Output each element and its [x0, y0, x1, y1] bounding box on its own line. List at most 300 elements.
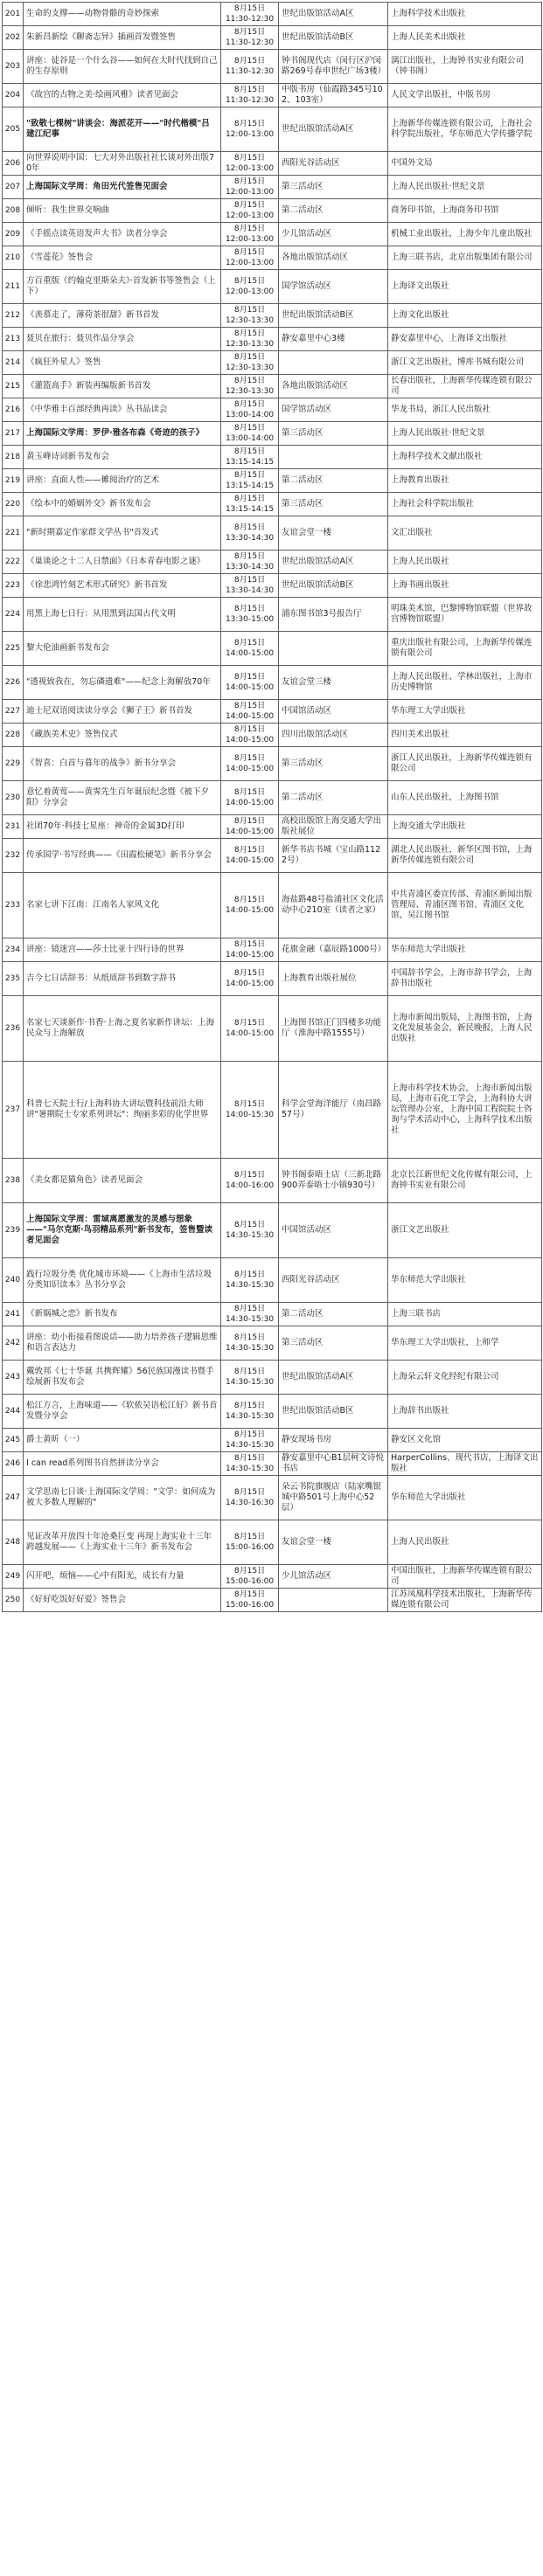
event-organizer: 浙江人民出版社，上海新华传媒连锁有限公司 — [388, 747, 542, 781]
event-title: 《新娲城之恋》新书发布 — [24, 1303, 221, 1326]
event-venue: 第三活动区 — [279, 422, 388, 446]
event-datetime — [221, 493, 279, 516]
event-number: 223 — [3, 574, 24, 598]
event-time: 14:00-15:30 — [225, 1111, 275, 1119]
event-organizer: 中国外文局 — [388, 152, 542, 176]
event-title: 生命的支撑——动物骨骼的奇妙探索 — [24, 3, 221, 26]
event-title: 名家七天谈新作·书香·上海之夏名家新作讲坛：上海民众与上海解放 — [24, 996, 221, 1062]
event-time: 14:00-16:00 — [225, 1181, 275, 1190]
event-title: 文学思南七日谈·上海国际文学周："文学：如何成为被大多数人理解的" — [24, 1476, 221, 1520]
event-datetime — [221, 107, 279, 152]
event-time: 12:00-13:00 — [225, 211, 275, 220]
event-title: 黄玉峰诗词新书发布会 — [24, 446, 221, 469]
event-time: 14:30-15:30 — [225, 1441, 275, 1450]
event-datetime — [221, 50, 279, 84]
event-number: 220 — [3, 493, 24, 516]
table-row — [3, 747, 542, 781]
event-time: 13:30-14:30 — [225, 586, 275, 595]
event-number: 208 — [3, 199, 24, 223]
event-organizer: 文汇出版社 — [388, 516, 542, 551]
event-organizer: 浙江文艺出版社，博库书城有限公司 — [388, 351, 542, 375]
event-date: 8月15日 — [233, 120, 266, 128]
event-datetime — [221, 1258, 279, 1303]
event-date: 8月15日 — [233, 940, 266, 949]
event-date: 8月15日 — [233, 576, 266, 585]
event-venue — [279, 351, 388, 375]
event-organizer: 上海辞书出版社 — [388, 1395, 542, 1429]
event-number: 248 — [3, 1520, 24, 1565]
table-row — [3, 1258, 542, 1303]
table-row — [3, 375, 542, 398]
event-datetime — [221, 724, 279, 747]
event-time: 13:15-14:15 — [225, 481, 275, 490]
table-row — [3, 938, 542, 962]
event-number: 240 — [3, 1258, 24, 1303]
event-venue: 钟书阁泰晤士店（三新北路900弄泰晤士小镇930号） — [279, 1159, 388, 1203]
event-number: 238 — [3, 1159, 24, 1203]
table-row — [3, 223, 542, 246]
event-venue: 国学馆活动区 — [279, 270, 388, 304]
event-number: 243 — [3, 1361, 24, 1395]
event-datetime — [221, 632, 279, 666]
event-organizer: 山东人民出版社，上海图书馆 — [388, 781, 542, 815]
event-organizer: 商务印书馆，上海商务印书馆 — [388, 199, 542, 223]
event-venue: 第三活动区 — [279, 1326, 388, 1361]
event-number: 233 — [3, 873, 24, 938]
event-datetime — [221, 469, 279, 493]
event-time: 11:30-12:30 — [225, 15, 275, 24]
event-organizer: 华东理工大学出版社 — [388, 700, 542, 724]
event-time: 12:30-13:30 — [225, 316, 275, 325]
event-datetime — [221, 666, 279, 700]
table-row — [3, 304, 542, 328]
event-title: 名家七讲下江南：江南名人家风文化 — [24, 873, 221, 938]
event-venue: 第二活动区 — [279, 199, 388, 223]
event-date: 8月15日 — [233, 673, 266, 682]
event-organizer: 长春出版社，上海新华传媒连锁有限公司 — [388, 375, 542, 398]
event-venue: 世纪出版馆活动B区 — [279, 304, 388, 328]
event-organizer: 浙江文艺出版社 — [388, 1203, 542, 1258]
table-row — [3, 107, 542, 152]
table-row — [3, 1395, 542, 1429]
event-time: 14:30-15:30 — [225, 1231, 275, 1240]
event-venue: 世纪出版馆活动B区 — [279, 574, 388, 598]
event-title: 讲座：幼小衔接看图说话——助力培养孩子逻辑思维和语言表达力 — [24, 1326, 221, 1361]
event-venue: 各地出版馆活动区 — [279, 375, 388, 398]
event-datetime — [221, 962, 279, 996]
event-date: 8月15日 — [233, 1100, 266, 1109]
event-time: 14:30-16:30 — [225, 1499, 275, 1507]
event-venue: 各地出版馆活动区 — [279, 246, 388, 270]
event-organizer: 机械工业出版社，上海少年儿童出版社 — [388, 223, 542, 246]
event-time: 14:00-15:00 — [225, 799, 275, 807]
event-number: 227 — [3, 700, 24, 724]
event-title: 《中华雅丰百部经典再读》丛书品读会 — [24, 398, 221, 422]
event-datetime — [221, 551, 279, 574]
event-title: 意忆着黄莺——黄霁先生百年诞辰纪念暨《被下夕阳》分享会 — [24, 781, 221, 815]
event-number: 219 — [3, 469, 24, 493]
table-row — [3, 398, 542, 422]
event-number: 225 — [3, 632, 24, 666]
event-title: 《巢谈论之十二人日禁面》《日本青春电影之谜》 — [24, 551, 221, 574]
event-time: 15:00-16:00 — [225, 1601, 275, 1610]
event-date: 8月15日 — [233, 1567, 266, 1575]
table-row — [3, 962, 542, 996]
event-date: 8月15日 — [233, 969, 266, 978]
event-datetime — [221, 1159, 279, 1203]
event-date: 8月15日 — [233, 4, 266, 13]
event-organizer: 上海科学技术出版社 — [388, 3, 542, 26]
table-row — [3, 1361, 542, 1395]
event-time: 13:00-14:00 — [225, 434, 275, 443]
event-number: 249 — [3, 1565, 24, 1589]
table-row — [3, 516, 542, 551]
event-date: 8月15日 — [233, 225, 266, 233]
event-time: 14:00-15:00 — [225, 683, 275, 692]
event-datetime — [221, 815, 279, 839]
event-number: 244 — [3, 1395, 24, 1429]
event-organizer: 中共青浦区委宣传部、青浦区新闻出版管理局、青浦区图书馆、青浦区文化馆、吴江图书馆 — [388, 873, 542, 938]
table-row — [3, 199, 542, 223]
event-datetime — [221, 1565, 279, 1589]
event-venue: 海盐路48号盐浦社区文化活动中心210室（读者之家） — [279, 873, 388, 938]
event-number: 202 — [3, 26, 24, 50]
table-row — [3, 246, 542, 270]
event-number: 229 — [3, 747, 24, 781]
event-venue: 友谊会堂一楼 — [279, 516, 388, 551]
event-organizer: 华东师范大学出版社 — [388, 938, 542, 962]
event-title: 传承国学·书写经典——《田霞松硬笔》新书分享会 — [24, 839, 221, 873]
event-title: 《智喜：白首与暮年的战争》新书分享会 — [24, 747, 221, 781]
event-title: 《绘本中的婚姻外交》新书发布会 — [24, 493, 221, 516]
event-time: 14:30-15:30 — [225, 1344, 275, 1353]
event-time: 14:00-15:00 — [225, 856, 275, 865]
event-organizer: 静安嘉里中心，上海译文出版社 — [388, 328, 542, 351]
event-title: 讲座：徒谷是一个什么谷——如何在大时代找到自己的生存原则 — [24, 50, 221, 84]
event-date: 8月15日 — [233, 57, 266, 66]
event-number: 232 — [3, 839, 24, 873]
event-organizer: 湖北人民出版社，新华区图书馆，上海新华传媒连锁有限公司 — [388, 839, 542, 873]
event-venue: 中国馆活动区 — [279, 700, 388, 724]
event-venue: 上海教育出版社展位 — [279, 962, 388, 996]
event-venue: 四川出版馆活动区 — [279, 724, 388, 747]
event-time: 14:00-15:00 — [225, 951, 275, 959]
event-number: 239 — [3, 1203, 24, 1258]
event-time: 14:00-15:00 — [225, 1029, 275, 1038]
table-row — [3, 1303, 542, 1326]
event-datetime — [221, 1203, 279, 1258]
event-datetime — [221, 700, 279, 724]
event-title: 见证改革开放四十年沧桑巨变 再现上海实业十三年跨越发展——《上海实业十三年》新书发布会 — [24, 1520, 221, 1565]
event-venue: 高校出版馆上海交通大学出版社展位 — [279, 815, 388, 839]
table-row — [3, 1520, 542, 1565]
event-venue: 花旗金融（嘉辰路1000号） — [279, 938, 388, 962]
event-datetime — [221, 152, 279, 176]
event-organizer: 北京长江新世纪文化传媒有限公司，上海钟书实业有限公司 — [388, 1159, 542, 1203]
event-schedule-table — [2, 2, 542, 1612]
event-title: "致敬七棵树"讲谈会：海派花开——"时代楷模"吕建江纪事 — [24, 107, 221, 152]
event-date: 8月15日 — [233, 817, 266, 826]
event-venue: 第三活动区 — [279, 747, 388, 781]
table-row — [3, 1062, 542, 1159]
event-number: 231 — [3, 815, 24, 839]
event-date: 8月15日 — [233, 1454, 266, 1463]
event-venue: 国学馆活动区 — [279, 398, 388, 422]
event-date: 8月15日 — [233, 495, 266, 503]
event-date: 8月15日 — [233, 28, 266, 37]
event-title: 向世界说明中国：七大对外出版社社长谈对外出版70年 — [24, 152, 221, 176]
event-title: 《疯狂外星人》签售 — [24, 351, 221, 375]
event-organizer: 明珠美术馆，巴黎博物馆联盟（世界故宫博物馆联盟） — [388, 598, 542, 632]
event-venue: 静安现场书房 — [279, 1429, 388, 1452]
event-datetime — [221, 598, 279, 632]
event-number: 206 — [3, 152, 24, 176]
event-organizer: 上海人民出版社·世纪文景 — [388, 422, 542, 446]
event-organizer: 上海人民出版社、学林出版社，上海市历史博物馆 — [388, 666, 542, 700]
event-date: 8月15日 — [233, 471, 266, 480]
event-date: 8月15日 — [233, 523, 266, 532]
event-time: 14:30-15:30 — [225, 1378, 275, 1387]
event-datetime — [221, 1395, 279, 1429]
event-datetime — [221, 398, 279, 422]
event-venue: 友谊会堂一楼 — [279, 1520, 388, 1565]
event-organizer: 上海译文出版社 — [388, 270, 542, 304]
event-date: 8月15日 — [233, 1533, 266, 1541]
table-row — [3, 1429, 542, 1452]
event-time: 13:30-14:30 — [225, 563, 275, 571]
event-organizer: 江苏凤凰科学技术出版社，上海新华传媒连锁有限公司 — [388, 1589, 542, 1612]
event-number: 215 — [3, 375, 24, 398]
event-venue: 西阳光谷活动区 — [279, 152, 388, 176]
event-venue: 第二活动区 — [279, 1303, 388, 1326]
event-date: 8月15日 — [233, 846, 266, 855]
event-title: "新时期嘉定作家群文学丛书"首发式 — [24, 516, 221, 551]
event-time: 13:15-14:15 — [225, 458, 275, 467]
table-row — [3, 50, 542, 84]
event-date: 8月15日 — [233, 424, 266, 433]
table-row — [3, 632, 542, 666]
event-organizer: 上海社会科学院出版社 — [388, 493, 542, 516]
event-time: 14:00-15:00 — [225, 980, 275, 988]
event-number: 221 — [3, 516, 24, 551]
event-venue: 世纪出版馆活动B区 — [279, 26, 388, 50]
event-venue: 西阳光谷活动区 — [279, 1258, 388, 1303]
table-row — [3, 446, 542, 469]
event-venue: 友谊会堂三楼 — [279, 666, 388, 700]
event-datetime — [221, 223, 279, 246]
event-time: 12:30-13:30 — [225, 340, 275, 349]
event-title: 践行垃圾分类 优化城市环境——《上海市生活垃圾分类知识读本》丛书分享会 — [24, 1258, 221, 1303]
event-datetime — [221, 1520, 279, 1565]
table-row — [3, 84, 542, 107]
event-venue: 世纪出版馆活动B区 — [279, 1395, 388, 1429]
event-date: 8月15日 — [233, 896, 266, 904]
event-title: 方百重版《约翰克里斯朵夫》·首发新书等签售会（上下） — [24, 270, 221, 304]
event-venue: 世纪出版馆活动A区 — [279, 551, 388, 574]
event-number: 236 — [3, 996, 24, 1062]
event-time: 14:00-15:00 — [225, 906, 275, 915]
event-organizer: 上海教育出版社 — [388, 469, 542, 493]
event-organizer: 上海市新闻出版局，上海图书馆，上海文化发展基金会，新民晚报，上海人民出版社 — [388, 996, 542, 1062]
event-organizer: 华龙书局，浙江人民出版社 — [388, 398, 542, 422]
event-time: 12:00-13:00 — [225, 188, 275, 197]
event-organizer: 上海人民出版社 — [388, 551, 542, 574]
event-rows — [3, 3, 542, 1612]
event-organizer: 中国出版社，上海新华传媒连锁有限公司 — [388, 1565, 542, 1589]
event-title: 《美女都是猫角色》读者见面会 — [24, 1159, 221, 1203]
event-title: 讲座：直面人性——傩阅治疗的艺术 — [24, 469, 221, 493]
event-datetime — [221, 1476, 279, 1520]
event-date: 8月15日 — [233, 552, 266, 561]
event-title: 朱新昌新绘《聊斋志异》插画首发暨签售 — [24, 26, 221, 50]
event-venue — [279, 632, 388, 666]
event-title: I can read系列图书自然拼读分享会 — [24, 1452, 221, 1476]
event-venue: 第三活动区 — [279, 493, 388, 516]
event-venue: 少儿馆活动区 — [279, 223, 388, 246]
event-organizer: 华东理工大学出版社，上师学 — [388, 1326, 542, 1361]
event-time: 15:00-16:00 — [225, 1543, 275, 1552]
event-number: 203 — [3, 50, 24, 84]
event-date: 8月15日 — [233, 1590, 266, 1599]
event-date: 8月15日 — [233, 1305, 266, 1313]
event-datetime — [221, 996, 279, 1062]
event-number: 213 — [3, 328, 24, 351]
event-organizer: HarperCollins、现代书店，上海译文出版社 — [388, 1452, 542, 1476]
event-number: 217 — [3, 422, 24, 446]
event-organizer: 漓江出版社，上海钟书实业有限公司（钟书阁） — [388, 50, 542, 84]
event-title: 《故宫的古物之美·绘画风雅》读者见面会 — [24, 84, 221, 107]
event-time: 14:30-15:30 — [225, 1412, 275, 1421]
event-title: 用黑上海七日行：从用黑到法国古代文明 — [24, 598, 221, 632]
event-date: 8月15日 — [233, 1368, 266, 1376]
event-title: 社团70年·科技七星座：神奇的金属3D打印 — [24, 815, 221, 839]
event-organizer: 华东师范大学出版社 — [388, 1258, 542, 1303]
event-title: 戴敦邦《七十华诞 共携辉耀》56民族国漫读书暨手绘展新书发布会 — [24, 1361, 221, 1395]
event-title: 《羡慕走了，薄荷茶很甜》新书首发 — [24, 304, 221, 328]
table-row — [3, 1326, 542, 1361]
event-title: 迪士尼双语阅读读分享会《狮子王》新书首发 — [24, 700, 221, 724]
event-title: 《雪莲花》签售会 — [24, 246, 221, 270]
event-datetime — [221, 351, 279, 375]
event-date: 8月15日 — [233, 1488, 266, 1497]
event-number: 237 — [3, 1062, 24, 1159]
event-date: 8月15日 — [233, 329, 266, 338]
event-date: 8月15日 — [233, 1019, 266, 1028]
event-venue: 世纪出版馆活动A区 — [279, 1361, 388, 1395]
event-number: 205 — [3, 107, 24, 152]
event-time: 14:30-15:30 — [225, 1465, 275, 1473]
event-organizer: 上海朵云轩文化经纪有限公司 — [388, 1361, 542, 1395]
table-row — [3, 724, 542, 747]
event-number: 222 — [3, 551, 24, 574]
event-date: 8月15日 — [233, 702, 266, 710]
event-number: 211 — [3, 270, 24, 304]
event-datetime — [221, 304, 279, 328]
event-organizer: 中国辞书学会，上海市辞书学会，上海辞书出版社 — [388, 962, 542, 996]
event-title: 闪开吧，烦恼——心中有阳光，成长有力量 — [24, 1565, 221, 1589]
event-venue: 中版书房（仙霞路345号102、103室） — [279, 84, 388, 107]
event-title: 倾听：我生世界交响曲 — [24, 199, 221, 223]
event-datetime — [221, 246, 279, 270]
event-number: 207 — [3, 176, 24, 199]
event-datetime — [221, 781, 279, 815]
event-venue — [279, 1589, 388, 1612]
event-venue: 钟书阁现代店（闵行区沪闵路269号春申世纪广场3楼） — [279, 50, 388, 84]
event-organizer: 华东师范大学出版社 — [388, 1476, 542, 1520]
event-time: 12:00-13:00 — [225, 259, 275, 267]
event-date: 8月15日 — [233, 248, 266, 257]
event-date: 8月15日 — [233, 1171, 266, 1180]
event-time: 12:00-13:00 — [225, 235, 275, 244]
event-organizer: 重庆出版社有限公司，上海新华传媒连锁有限公司 — [388, 632, 542, 666]
event-date: 8月15日 — [233, 1402, 266, 1410]
event-time: 12:00-13:00 — [225, 130, 275, 139]
event-organizer: 上海三联书店 — [388, 1303, 542, 1326]
event-date: 8月15日 — [233, 1430, 266, 1439]
event-title: 上海国际文学周：角田光代签售见面会 — [24, 176, 221, 199]
event-datetime — [221, 422, 279, 446]
event-organizer: 上海科学技术文献出版社 — [388, 446, 542, 469]
event-date: 8月15日 — [233, 353, 266, 362]
event-title: 上海国际文学周：雷域离愿激发的灵感与想象——"马尔克斯·鸟羽精品系列"新书发布，签售暨读者见面会 — [24, 1203, 221, 1258]
event-time: 14:00-15:00 — [225, 736, 275, 744]
event-title: 聂贝在旅行：聂贝作品分享会 — [24, 328, 221, 351]
event-organizer: 上海书画出版社 — [388, 574, 542, 598]
event-time: 13:00-14:00 — [225, 411, 275, 419]
event-date: 8月15日 — [233, 788, 266, 797]
table-row — [3, 1159, 542, 1203]
event-number: 209 — [3, 223, 24, 246]
event-organizer: 上海人民出版社·世纪文景 — [388, 176, 542, 199]
table-row — [3, 351, 542, 375]
event-number: 210 — [3, 246, 24, 270]
event-venue: 第二活动区 — [279, 469, 388, 493]
event-datetime — [221, 1589, 279, 1612]
table-row — [3, 328, 542, 351]
event-date: 8月15日 — [233, 754, 266, 763]
event-organizer: 静安区文化馆 — [388, 1429, 542, 1452]
event-organizer: 上海文化出版社 — [388, 304, 542, 328]
event-date: 8月15日 — [233, 447, 266, 456]
event-date: 8月15日 — [233, 86, 266, 94]
event-time: 13:30-14:30 — [225, 534, 275, 543]
event-datetime — [221, 839, 279, 873]
event-organizer: 四川美术出版社 — [388, 724, 542, 747]
event-number: 247 — [3, 1476, 24, 1520]
event-organizer: 上海人民出版社 — [388, 1520, 542, 1565]
event-title: 《手摇点读英语发声大书》读者分享会 — [24, 223, 221, 246]
event-time: 14:30-15:30 — [225, 1281, 275, 1290]
table-row — [3, 176, 542, 199]
event-number: 226 — [3, 666, 24, 700]
table-row — [3, 598, 542, 632]
event-number: 212 — [3, 304, 24, 328]
event-venue: 世纪出版馆活动A区 — [279, 3, 388, 26]
event-datetime — [221, 1429, 279, 1452]
table-row — [3, 152, 542, 176]
event-datetime — [221, 375, 279, 398]
event-date: 8月15日 — [233, 639, 266, 647]
event-venue: 静安嘉里中心3楼 — [279, 328, 388, 351]
table-row — [3, 1452, 542, 1476]
event-organizer: 人民文学出版社，中版书房 — [388, 84, 542, 107]
event-datetime — [221, 516, 279, 551]
event-title: 黎大伦油画新书发布会 — [24, 632, 221, 666]
table-row — [3, 873, 542, 938]
event-time: 14:00-15:00 — [225, 649, 275, 658]
table-row — [3, 815, 542, 839]
event-title: 爵士黄昕（一） — [24, 1429, 221, 1452]
